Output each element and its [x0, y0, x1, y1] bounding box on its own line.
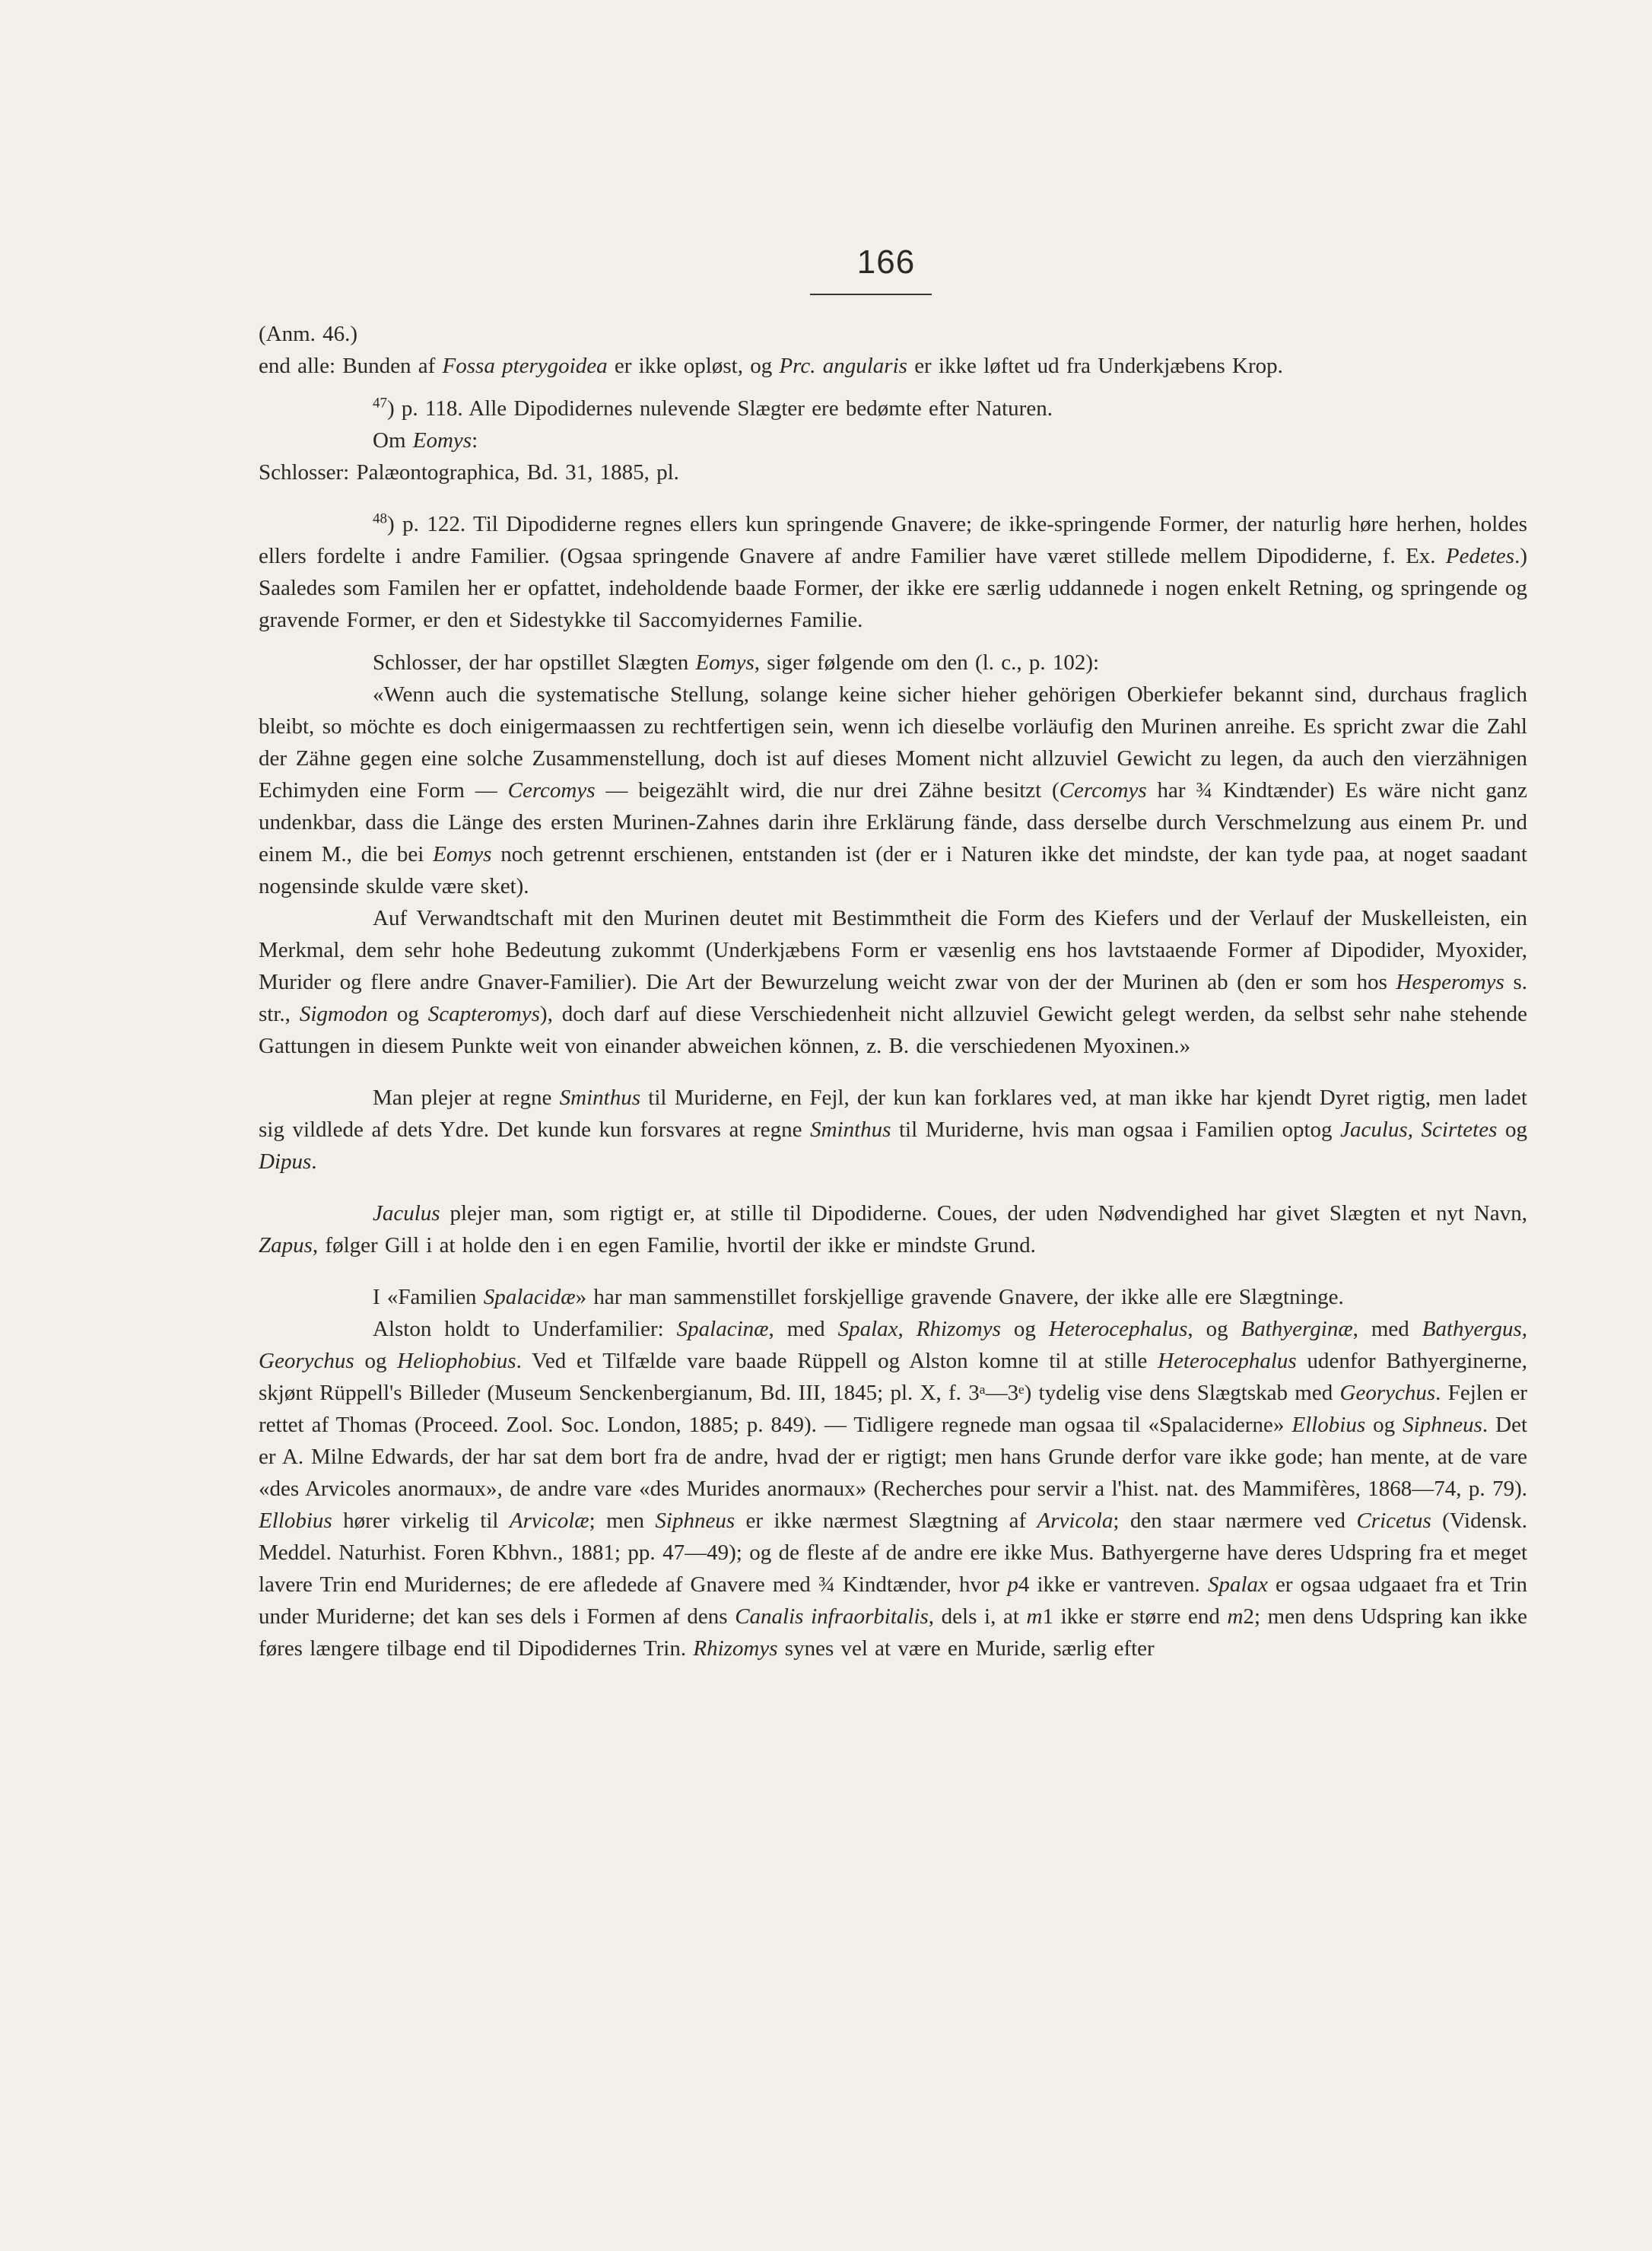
italic-term: Arvicolæ — [509, 1509, 589, 1533]
page-number-rule — [810, 294, 932, 295]
italic-term: Rhizomys — [693, 1636, 778, 1661]
italic-term: m — [1026, 1604, 1043, 1629]
text-run: «Wenn auch die systematische Stellung, solange keine sicher hieher gehörigen Oberkiefer bekannt sind, durchaus fraglich bleibt, so möchte es doch einigermaassen zu rechtfertigen sein, wenn ich dieselbe vorläufig den Murinen anreihe. Es spricht zwar die Zahl der Zähne gegen eine solche Zusammenstellung, doch ist auf dieses Moment nicht allzuviel Gewicht zu legen, da auch den vierzähnigen Echimyden eine Form — — [259, 682, 1527, 803]
italic-term: Cricetus — [1356, 1509, 1431, 1533]
text-run: Schlosser: Palæontographica, Bd. 31, 1885, pl. — [259, 460, 679, 485]
italic-term: Heterocephalus — [1158, 1349, 1297, 1373]
text-run: og — [354, 1349, 398, 1373]
annotation-reference: (Anm. 46.) — [259, 322, 358, 346]
italic-term: Georychus — [1339, 1381, 1436, 1405]
text-run: ), doch darf auf diese Verschiedenheit nicht allzuviel Gewicht gelegt werden, da selbst sehr nahe stehende Gattungen in diesem Punkte weit von einander abweichen können, z. B. die verschiedenen Myoxinen.» — [259, 1002, 1527, 1058]
italic-term: Arvicola — [1037, 1509, 1114, 1533]
paragraph — [259, 1082, 1527, 1178]
text-run: I «Familien — [373, 1285, 484, 1309]
italic-term: Heliophobius — [397, 1349, 516, 1373]
paragraph — [259, 424, 1527, 456]
paragraph — [259, 1197, 1527, 1261]
text-run: Auf Verwandtschaft mit den Murinen deutet mit Bestimmtheit die Form des Kiefers und der Verlauf der Muskelleisten, ein Merkmal, dem sehr hohe Bedeutung zukommt (Underkjæbens Form er væsenlig ens hos lavtstaaende Former af Dipodider, Myoxider, Murider og flere andre Gnaver-Familier). Die Art der Bewurzelung weicht zwar von der der Murinen ab (den er som hos — [259, 906, 1527, 994]
text-run: , følger Gill i at holde den i en egen Familie, hvortil der ikke er mindste Grund. — [312, 1233, 1036, 1257]
body-text — [259, 318, 1527, 1664]
text-run: , dels i, at — [928, 1604, 1027, 1629]
footnote-number: 48 — [373, 510, 387, 527]
text-run: 1 ikke er større end — [1042, 1604, 1228, 1629]
text-run: og — [1497, 1118, 1528, 1142]
text-run: .) Saaledes som Familen her er opfattet, indeholdende baade Former, der ikke ere særlig uddannede i nogen enkelt Retning, og springende og gravende Former, er den et Sidestykke til Saccomyidernes Familie. — [259, 544, 1527, 632]
italic-term: Spalacidæ — [483, 1285, 576, 1309]
italic-term: Ellobius — [1291, 1413, 1366, 1437]
text-run: Schlosser, der har opstillet Slægten — [373, 650, 696, 675]
paragraph — [259, 1313, 1527, 1664]
text-run: har ¾ Kindtænder) Es wäre nicht ganz undenkbar, dass die Länge des ersten Murinen-Zahnes darin ihre Erklärung fände, dass derselbe durch Verschmelzung aus einem Pr. und einem M., die bei — [259, 778, 1528, 866]
text-run: 4 ikke er vantreven. — [1018, 1572, 1208, 1597]
footnote-48 — [259, 508, 1527, 636]
italic-term: Bathyerginæ — [1241, 1317, 1353, 1341]
text-run: Om — [373, 428, 413, 453]
footnote-number: 47 — [373, 395, 387, 412]
text-run: er ikke opløst, og — [607, 354, 780, 378]
paragraph — [259, 350, 1527, 382]
italic-term: Sigmodon — [299, 1002, 388, 1026]
italic-term: Cercomys — [1059, 778, 1147, 803]
text-run: . Fejlen er rettet af Thomas (Proceed. Zool. Soc. London, 1885; p. 849). — Tidligere regnede man ogsaa til «Spalaciderne» — [259, 1381, 1528, 1437]
italic-term: Sminthus — [559, 1086, 640, 1110]
italic-term: Scapteromys — [427, 1002, 540, 1026]
italic-term: Cercomys — [507, 778, 596, 803]
text-run: udenfor Bathyerginerne, skjønt Rüppell's Billeder (Museum Senckenbergianum, Bd. III, 1845; pl. X, f. 3ᵃ—3ᵉ) tydelig vise dens Slægtskab med — [259, 1349, 1528, 1405]
italic-term: Siphneus — [655, 1509, 735, 1533]
text-run: er ogsaa udgaaet fra et Trin under Muriderne; det kan ses dels i Formen af dens — [259, 1572, 1527, 1629]
italic-term: Eomys — [433, 842, 492, 866]
text-run: . — [311, 1149, 317, 1174]
text-run: ) p. 122. Til Dipodiderne regnes ellers kun springende Gnavere; de ikke-springende Former, der naturlig høre herhen, holdes ellers fordelte i andre Familier. (Ogsaa springende Gnavere af andre Familier have været stillede mellem Dipodiderne, f. Ex. — [259, 512, 1527, 568]
italic-term: Zapus — [259, 1233, 313, 1257]
italic-term: Eomys — [695, 650, 755, 675]
text-run: (Vidensk. Meddel. Naturhist. Foren Kbhvn., 1881; pp. 47—49); og de fleste af de andre ere ikke Mus. Bathyergerne have deres Udspring fra et meget lavere Trin end Muridernes; de ere afledede af Gnavere med ¾ Kindtænder, hvor — [259, 1509, 1527, 1597]
italic-term: Siphneus — [1403, 1413, 1482, 1437]
footnote-47 — [259, 393, 1527, 424]
italic-term: Canalis infraorbitalis — [735, 1604, 929, 1629]
italic-term: Ellobius — [259, 1509, 332, 1533]
text-run: — beigezählt wird, die nur drei Zähne besitzt ( — [595, 778, 1060, 803]
text-run: er ikke løftet ud fra Underkjæbens Krop. — [907, 354, 1283, 378]
text-run: og — [387, 1002, 428, 1026]
italic-term: Prc. angularis — [779, 354, 907, 378]
italic-term: Eomys — [412, 428, 472, 453]
text-run: er ikke nærmest Slægtning af — [735, 1509, 1037, 1533]
italic-term: Jaculus — [373, 1201, 440, 1226]
italic-term: Bathyergus, Georychus — [259, 1317, 1528, 1373]
italic-term: Spalax — [1207, 1572, 1268, 1597]
text-run: » har man sammenstillet forskjellige gravende Gnavere, der ikke alle ere Slægtninge. — [575, 1285, 1344, 1309]
text-run: og — [1000, 1317, 1049, 1341]
text-run: ) p. 118. Alle Dipodidernes nulevende Slægter ere bedømte efter Naturen. — [387, 396, 1053, 421]
italic-term: Dipus — [259, 1149, 312, 1174]
italic-term: Sminthus — [810, 1118, 891, 1142]
text-run: plejer man, som rigtigt er, at stille til Dipodiderne. Coues, der uden Nødvendighed har givet Slægten et nyt Navn, — [440, 1201, 1527, 1226]
paragraph — [259, 647, 1527, 679]
text-run: Alston holdt to Underfamilier: — [373, 1317, 677, 1341]
text-run: end alle: Bunden af — [259, 354, 443, 378]
quotation — [259, 902, 1527, 1062]
text-run: , med — [1352, 1317, 1422, 1341]
text-run: 2; men dens Udspring kan ikke føres længere tilbage end til Dipodidernes Trin. — [259, 1604, 1527, 1661]
italic-term: Heterocephalus — [1048, 1317, 1188, 1341]
text-run: noch getrennt erschienen, entstanden ist (der er i Naturen ikke det mindste, der kan tyde paa, at noget saadant nogensinde skulde være sket). — [259, 842, 1527, 898]
text-run: : — [472, 428, 478, 453]
text-run: Man plejer at regne — [373, 1086, 560, 1110]
text-run: til Muriderne, en Fejl, der kun kan forklares ved, at man ikke har kjendt Dyret rigtig, men ladet sig vildlede af dets Ydre. Det kunde kun forsvares at regne — [259, 1086, 1527, 1142]
text-run: , siger følgende om den (l. c., p. 102): — [754, 650, 1100, 675]
text-run: og — [1365, 1413, 1403, 1437]
reference-line — [259, 456, 1527, 488]
text-run: , og — [1187, 1317, 1241, 1341]
paragraph — [259, 1281, 1527, 1313]
text-run: . Det er A. Milne Edwards, der har sat dem bort fra de andre, hvad der er rigtigt; men hans Grunde derfor vare ikke gode; han mente, at de vare «des Arvicoles anormaux», de andre vare «des Murides anormaux» (Recherches pour servir a l'hist. nat. des Mammifères, 1868—74, p. 79). — [259, 1413, 1527, 1501]
italic-term: Jaculus, Scirtetes — [1340, 1118, 1498, 1142]
quotation — [259, 679, 1527, 902]
italic-term: Spalacinæ — [676, 1317, 769, 1341]
italic-term: p — [1007, 1572, 1018, 1597]
italic-term: m — [1227, 1604, 1244, 1629]
italic-term: Fossa pterygoidea — [442, 354, 608, 378]
text-run: synes vel at være en Muride, særlig efter — [777, 1636, 1155, 1661]
text-run: , med — [768, 1317, 838, 1341]
italic-term: Pedetes — [1445, 544, 1515, 568]
text-run: ; men — [589, 1509, 656, 1533]
text-run: s. str., — [259, 970, 1527, 1026]
text-run: hører virkelig til — [332, 1509, 510, 1533]
text-run: ; den staar nærmere ved — [1113, 1509, 1357, 1533]
text-run: til Muriderne, hvis man ogsaa i Familien optog — [891, 1118, 1341, 1142]
italic-term: Spalax, Rhizomys — [837, 1317, 1001, 1341]
page-number: 166 — [856, 243, 916, 281]
italic-term: Hesperomys — [1396, 970, 1504, 994]
text-run: . Ved et Tilfælde vare baade Rüppell og Alston komne til at stille — [516, 1349, 1158, 1373]
